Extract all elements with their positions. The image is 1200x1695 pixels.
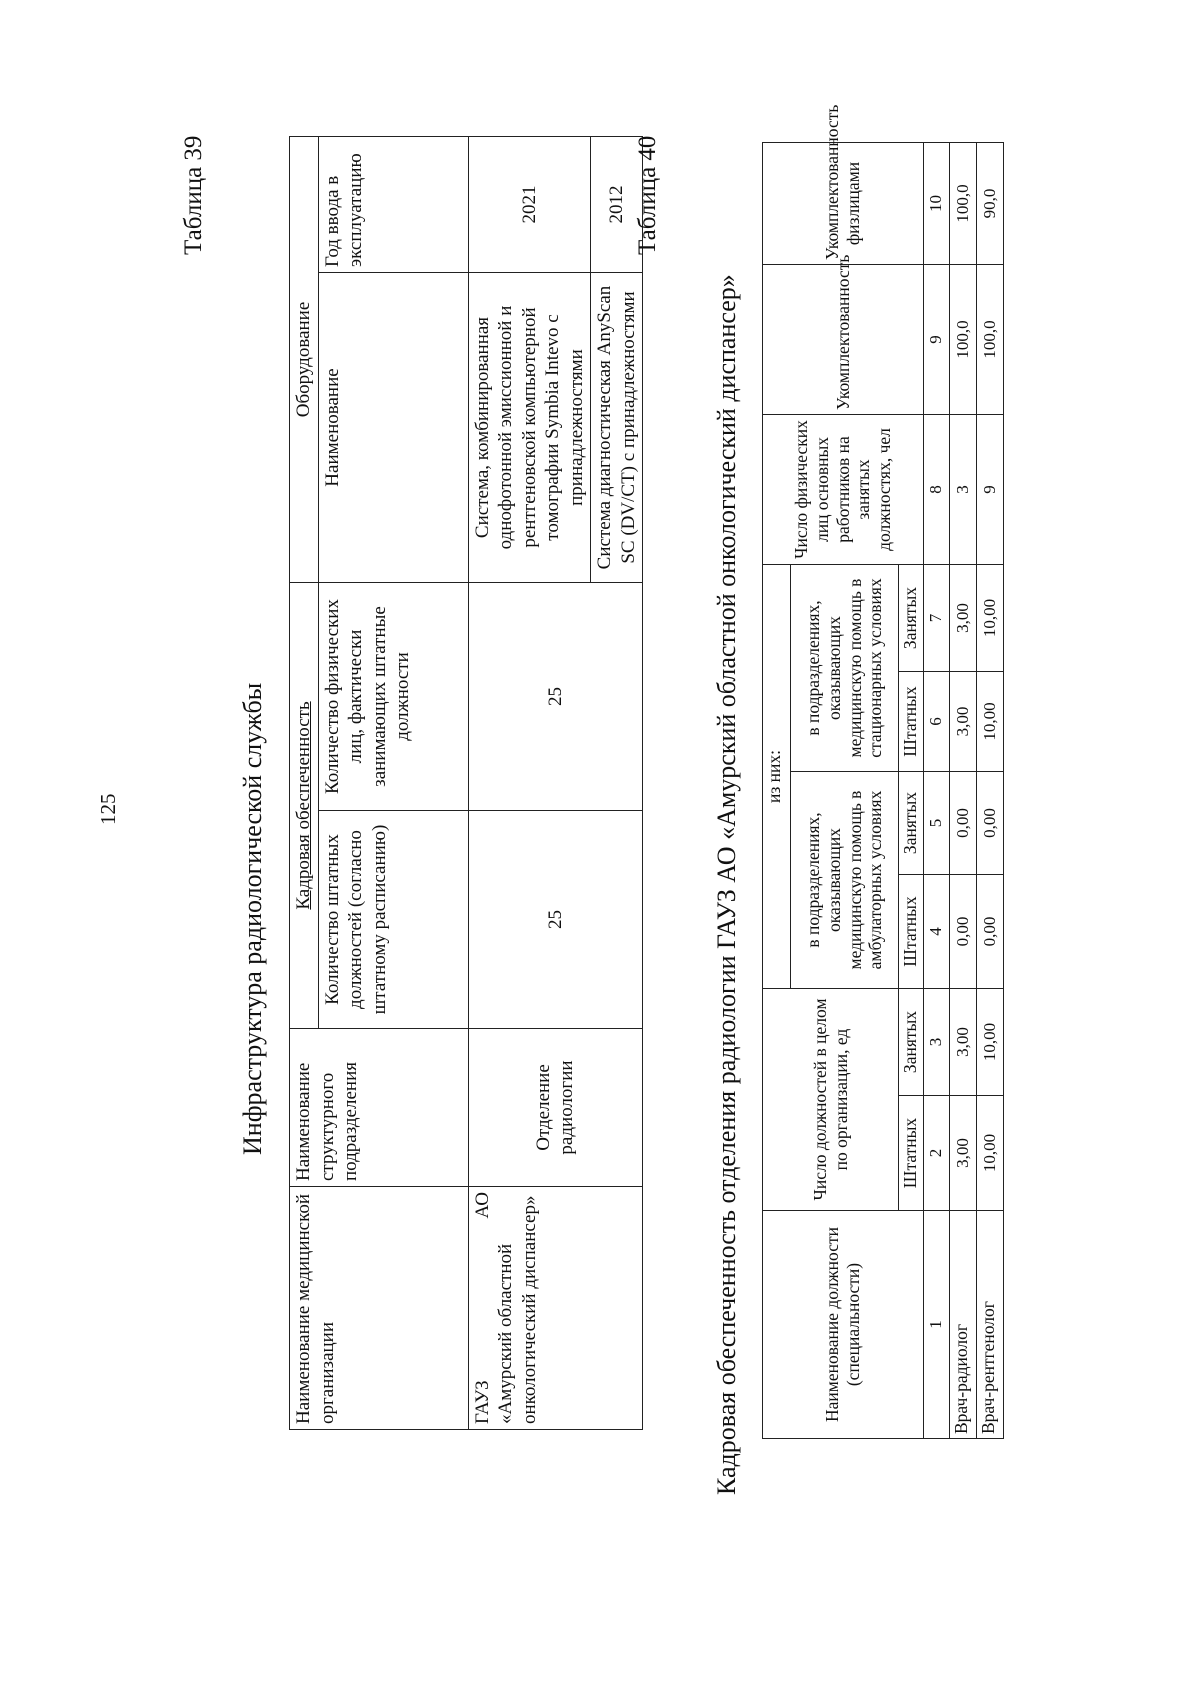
t40-colnum: 8 [924, 415, 950, 565]
t40-colnum: 5 [924, 772, 950, 875]
t39-org-line1b: АО [471, 1192, 493, 1219]
t40-h-total: Число должностей в целом по организации, ед [763, 989, 899, 1211]
t39-h-org: Наименование медицинской организации [290, 1187, 469, 1430]
t40-row2-cell: 10,00 [977, 565, 1004, 672]
t40-h-staffing-pct: Укомплектованность [763, 265, 924, 415]
t39-staff-persons: 25 [468, 583, 643, 811]
table40-title: Кадровая обеспеченность отделения радиологии ГАУЗ АО «Амурский областной онкологический диспансер» [712, 274, 741, 1495]
table-row [977, 143, 1004, 1439]
t39-h-eq-name: Наименование [318, 273, 468, 583]
t40-h-zanyat-amb: Занятых [899, 772, 924, 875]
t39-equipment-name-1: Система, комбинированная однофотонной эмиссионной и рентгеновской компьютерной томографии Symbia Intevo с принадлежностями [468, 273, 591, 583]
t40-h-inpatient: в подразделениях, оказывающих медицинскую помощь в стационарных условиях [791, 565, 899, 772]
t40-row1-cell: 100,0 [950, 265, 977, 415]
t39-equipment-name-2: Система диагностическая AnyScan SC (DV/CT) с принадлежностями [591, 273, 643, 583]
t39-org-line1: ГАУЗ [471, 1380, 493, 1424]
table40-caption: Таблица 40 [634, 135, 661, 255]
t40-row2-cell: 10,00 [977, 989, 1004, 1096]
t40-h-persons: Число физических лиц основных работников на занятых должностях, чел [763, 415, 924, 565]
t39-equipment-year-2: 2012 [591, 137, 643, 273]
t40-colnum: 10 [924, 143, 950, 265]
t40-row2-cell: 90,0 [977, 143, 1004, 265]
t39-unit: Отделение радиологии [468, 1029, 643, 1187]
t40-h-shtat-total: Штатных [899, 1096, 924, 1211]
t40-h-of-them: из них: [763, 565, 791, 989]
table40 [762, 104, 1004, 1439]
t40-row1-cell: 3,00 [950, 989, 977, 1096]
t39-h-equipment: Оборудование [290, 137, 319, 583]
table39-caption: Таблица 39 [180, 135, 207, 255]
t39-h-unit: Наименование структурного подразделения [290, 1029, 469, 1187]
t40-row2-cell: 100,0 [977, 265, 1004, 415]
t40-row1-cell: 3,00 [950, 565, 977, 672]
t40-row1-cell: 3 [950, 415, 977, 565]
t40-h-shtat-inp: Штатных [899, 672, 924, 772]
t40-colnum: 4 [924, 875, 950, 989]
t40-row1-cell: 3,00 [950, 1096, 977, 1211]
t39-staff-positions: 25 [468, 811, 643, 1029]
t40-colnum: 1 [924, 1211, 950, 1439]
t40-colnum: 2 [924, 1096, 950, 1211]
t40-row2-cell: 10,00 [977, 1096, 1004, 1211]
page-number: 125 [96, 793, 120, 825]
t39-h-eq-year: Год ввода в эксплуатацию [318, 137, 468, 273]
t40-h-staffing-ind: Укомплектованность физлицами [763, 143, 924, 265]
t39-org-rest: «Амурский областной онкологический диспансер» [495, 1195, 540, 1424]
t40-colnum: 3 [924, 989, 950, 1096]
t39-h-staff-positions: Количество штатных должностей (согласно штатному расписанию) [318, 811, 468, 1029]
t40-colnum: 9 [924, 265, 950, 415]
t40-h-zanyat-inp: Занятых [899, 565, 924, 672]
t40-row2-position: Врач-рентгенолог [977, 1211, 1004, 1439]
t40-row2-cell: 10,00 [977, 672, 1004, 772]
t40-colnum: 7 [924, 565, 950, 672]
t40-row1-position: Врач-радиолог [950, 1211, 977, 1439]
t39-org-cell [468, 1187, 643, 1430]
table39 [289, 136, 643, 1430]
t40-row1-cell: 0,00 [950, 875, 977, 989]
t40-h-ambulatory: в подразделениях, оказывающих медицинскую помощь в амбулаторных условиях [791, 772, 899, 989]
t40-row1-cell: 3,00 [950, 672, 977, 772]
t39-equipment-year-1: 2021 [468, 137, 591, 273]
t40-row2-cell: 0,00 [977, 875, 1004, 989]
t40-colnum: 6 [924, 672, 950, 772]
t40-row1-cell: 0,00 [950, 772, 977, 875]
t40-row2-cell: 9 [977, 415, 1004, 565]
t40-h-position: Наименование должности (специальности) [763, 1211, 924, 1439]
t40-h-shtat-amb: Штатных [899, 875, 924, 989]
t40-row2-cell: 0,00 [977, 772, 1004, 875]
t40-row1-cell: 100,0 [950, 143, 977, 265]
table-row [950, 143, 977, 1439]
t39-h-staff-persons: Количество физических лиц, фактически занимающих штатные должности [318, 583, 468, 811]
table39-title: Инфраструктура радиологической службы [238, 682, 267, 1155]
t39-h-staffing: Кадровая обеспеченность [290, 583, 319, 1029]
t40-h-zanyat-total: Занятых [899, 989, 924, 1096]
